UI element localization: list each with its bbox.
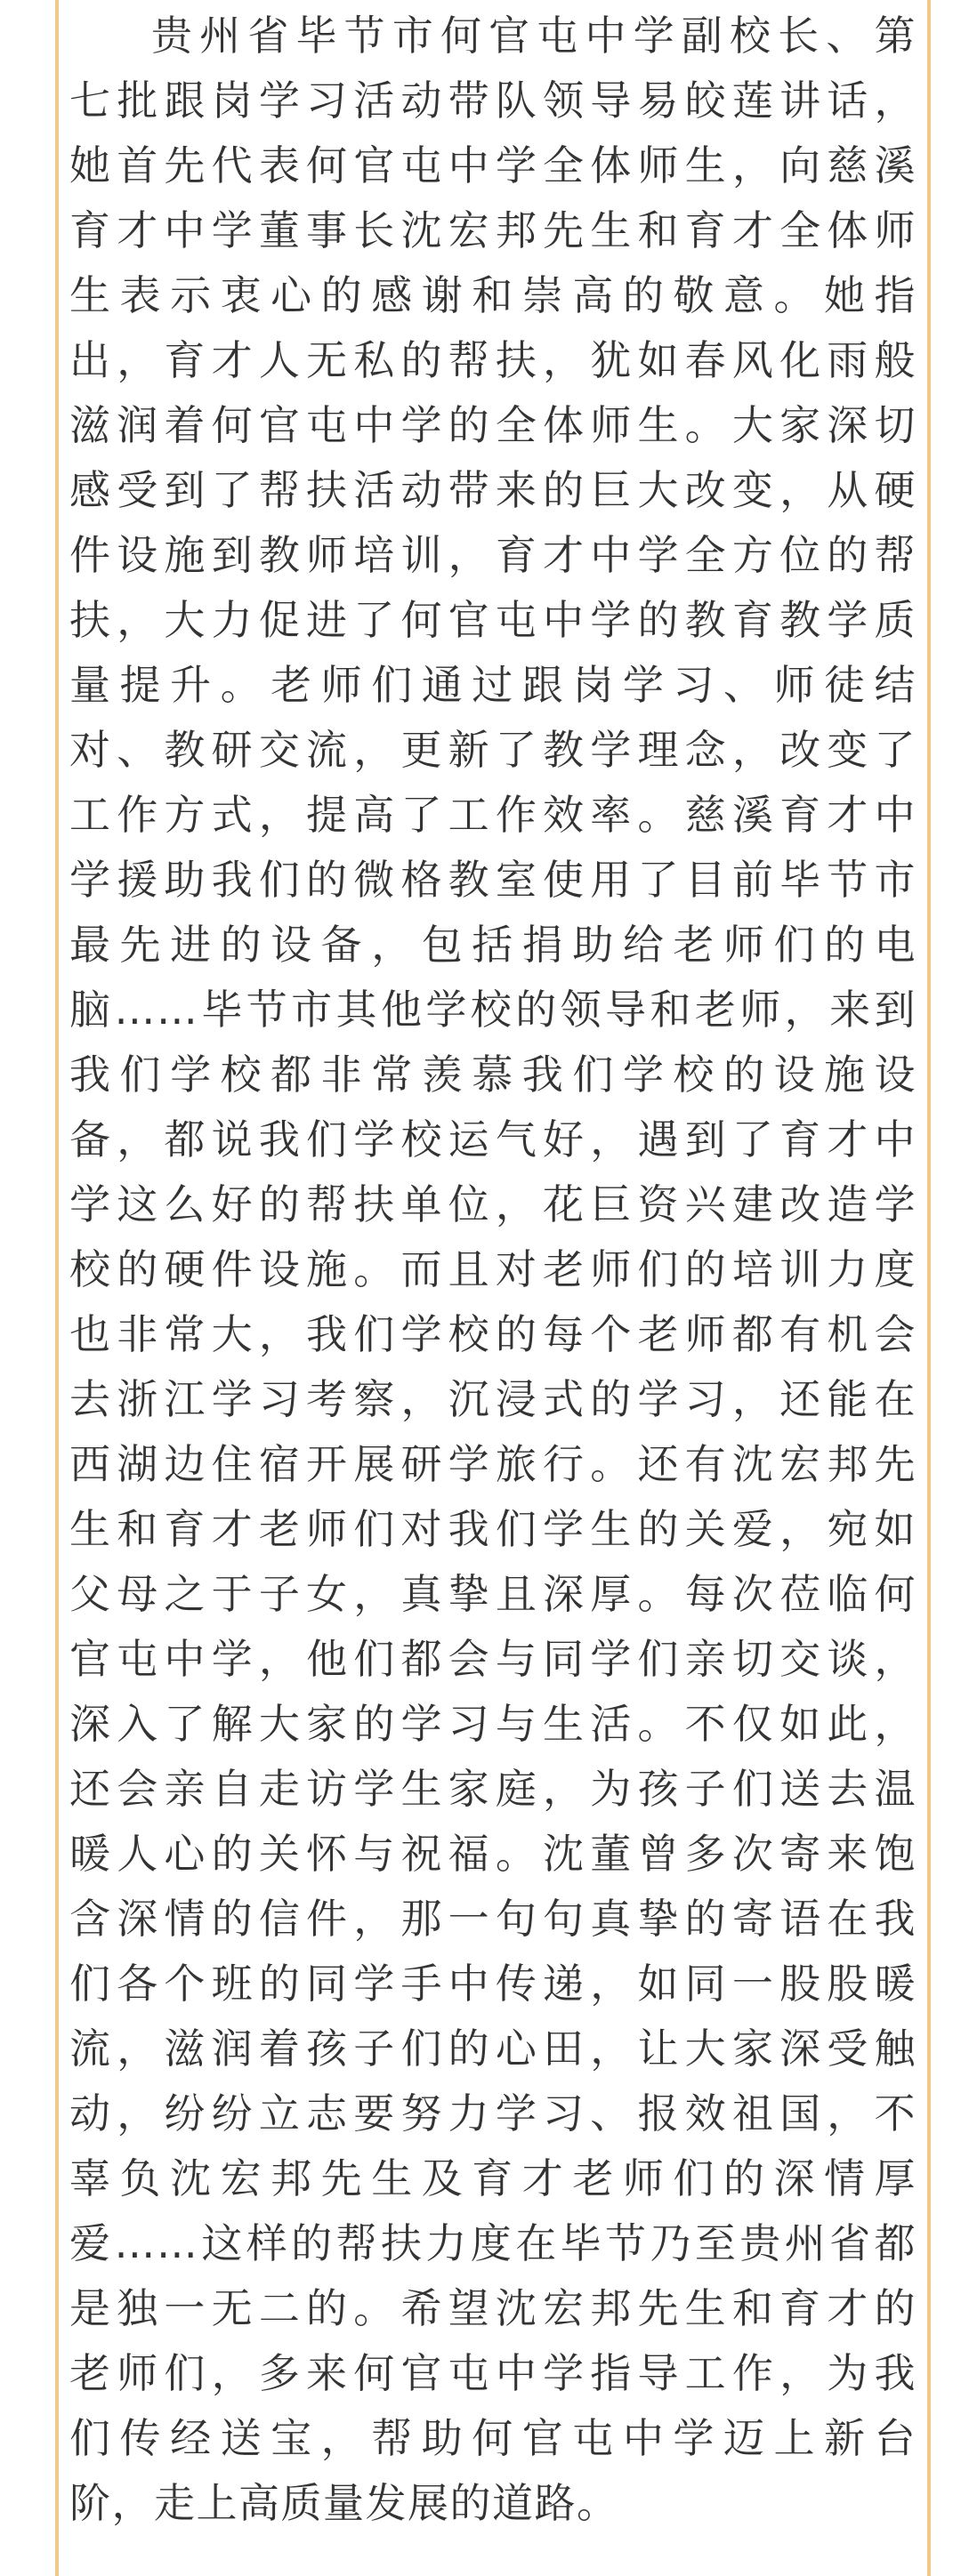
article-paragraph xyxy=(69,4,917,2536)
paragraph-line: 阶，走上高质量发展的道路。 xyxy=(69,2479,619,2527)
paragraph-line: 脑……毕节市其他学校的领导和老师，来到 xyxy=(69,986,917,1034)
paragraph-line: 最先进的设备，包括捐助给老师们的电 xyxy=(69,921,917,969)
paragraph-line: 量提升。老师们通过跟岗学习、师徒结 xyxy=(69,661,917,709)
paragraph-line: 校的硬件设施。而且对老师们的培训力度 xyxy=(69,1245,917,1293)
paragraph-line: 深入了解大家的学习与生活。不仅如此， xyxy=(69,1700,917,1748)
paragraph-line: 她首先代表何官屯中学全体师生，向慈溪 xyxy=(69,141,917,189)
paragraph-line: 暖人心的关怀与祝福。沈董曾多次寄来饱 xyxy=(69,1830,917,1878)
paragraph-line: 生和育才老师们对我们学生的关爱，宛如 xyxy=(69,1505,917,1553)
paragraph-line: 也非常大，我们学校的每个老师都有机会 xyxy=(69,1310,917,1358)
paragraph-line: 官屯中学，他们都会与同学们亲切交谈， xyxy=(69,1635,917,1683)
paragraph-line: 流，滋润着孩子们的心田，让大家深受触 xyxy=(69,2025,917,2073)
paragraph-line: 生表示衷心的感谢和崇高的敬意。她指 xyxy=(69,271,917,319)
paragraph-line: 扶，大力促进了何官屯中学的教育教学质 xyxy=(69,596,917,644)
right-border-line xyxy=(927,0,931,2576)
paragraph-line: 贵州省毕节市何官屯中学副校长、第 xyxy=(151,12,917,60)
paragraph-line: 爱……这样的帮扶力度在毕节乃至贵州省都 xyxy=(69,2219,917,2267)
paragraph-line: 含深情的信件，那一句句真挚的寄语在我 xyxy=(69,1895,917,1943)
paragraph-line: 我们学校都非常羡慕我们学校的设施设 xyxy=(69,1051,917,1099)
paragraph-line: 对、教研交流，更新了教学理念，改变了 xyxy=(69,726,917,774)
paragraph-line: 还会亲自走访学生家庭，为孩子们送去温 xyxy=(69,1765,917,1813)
paragraph-line: 动，纷纷立志要努力学习、报效祖国，不 xyxy=(69,2089,917,2137)
paragraph-line: 件设施到教师培训，育才中学全方位的帮 xyxy=(69,531,917,579)
paragraph-line: 们各个班的同学手中传递，如同一股股暖 xyxy=(69,1960,917,2008)
paragraph-line: 是独一无二的。希望沈宏邦先生和育才的 xyxy=(69,2284,917,2332)
paragraph-line: 滋润着何官屯中学的全体师生。大家深切 xyxy=(69,401,917,449)
paragraph-line: 感受到了帮扶活动带来的巨大改变，从硬 xyxy=(69,466,917,514)
paragraph-line: 老师们，多来何官屯中学指导工作，为我 xyxy=(69,2349,917,2397)
paragraph-line: 七批跟岗学习活动带队领导易皎莲讲话， xyxy=(69,76,917,125)
left-border-line xyxy=(55,0,59,2576)
paragraph-line: 辜负沈宏邦先生及育才老师们的深情厚 xyxy=(69,2154,917,2202)
paragraph-line: 西湖边住宿开展研学旅行。还有沈宏邦先 xyxy=(69,1440,917,1488)
paragraph-line: 育才中学董事长沈宏邦先生和育才全体师 xyxy=(69,206,917,254)
paragraph-line: 们传经送宝，帮助何官屯中学迈上新台 xyxy=(69,2414,917,2462)
paragraph-line: 备，都说我们学校运气好，遇到了育才中 xyxy=(69,1115,917,1163)
paragraph-line: 工作方式，提高了工作效率。慈溪育才中 xyxy=(69,791,917,839)
paragraph-line: 学援助我们的微格教室使用了目前毕节市 xyxy=(69,856,917,904)
paragraph-line: 去浙江学习考察，沉浸式的学习，还能在 xyxy=(69,1375,917,1423)
paragraph-line: 父母之于子女，真挚且深厚。每次莅临何 xyxy=(69,1570,917,1618)
paragraph-line: 出，育才人无私的帮扶，犹如春风化雨般 xyxy=(69,336,917,384)
paragraph-line: 学这么好的帮扶单位，花巨资兴建改造学 xyxy=(69,1180,917,1228)
